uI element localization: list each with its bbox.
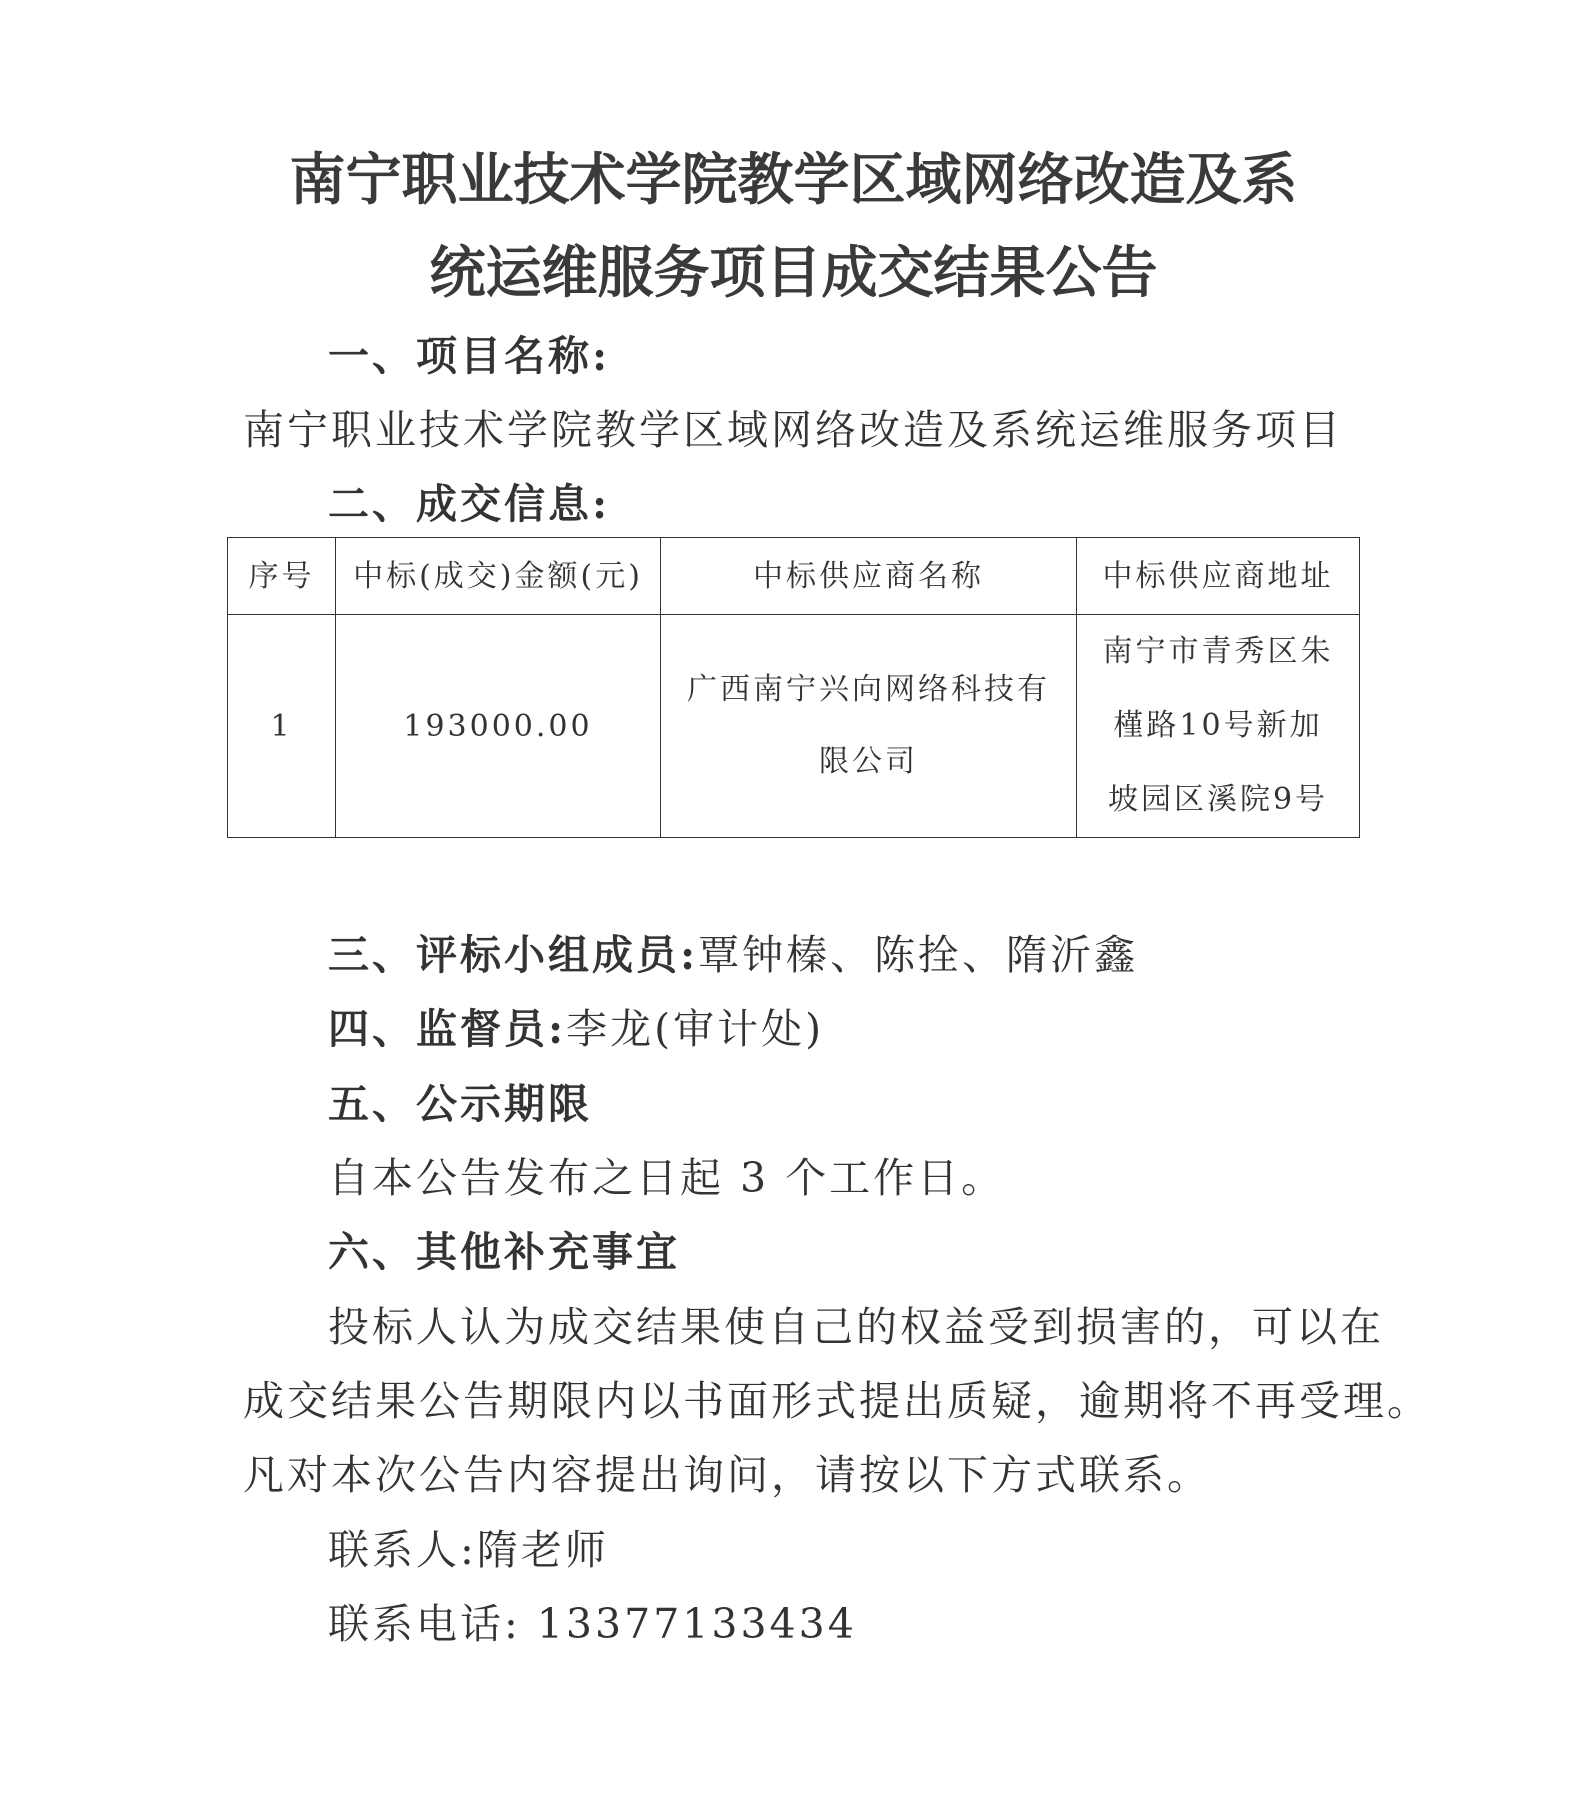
section-heading-project-name: 一、项目名称: <box>328 332 611 380</box>
cell-index: 1 <box>228 615 336 838</box>
deal-info-table <box>227 537 1360 838</box>
section-heading-publicity-period: 五、公示期限 <box>328 1080 592 1128</box>
contact-person: 联系人:隋老师 <box>328 1526 609 1574</box>
header-cell-supplier-name: 中标供应商名称 <box>661 538 1077 615</box>
cell-amount: 193000.00 <box>336 615 661 838</box>
header-cell-supplier-address: 中标供应商地址 <box>1077 538 1360 615</box>
document-title-line-1: 南宁职业技术学院教学区域网络改造及系 <box>289 147 1298 213</box>
other-matters-paragraph-line-1: 投标人认为成交结果使自己的权益受到损害的，可以在 <box>328 1303 1384 1351</box>
evaluation-committee-members: 覃钟榛、陈拴、隋沂鑫 <box>698 931 1139 979</box>
section-heading-deal-info: 二、成交信息: <box>328 480 611 528</box>
header-cell-index: 序号 <box>228 538 336 615</box>
cell-supplier-address-wrap <box>1077 615 1360 838</box>
header-cell-amount: 中标(成交)金额(元) <box>336 538 661 615</box>
other-matters-paragraph-line-3: 凡对本次公告内容提出询问，请按以下方式联系。 <box>243 1451 1211 1499</box>
section-supervisor <box>328 1005 825 1053</box>
cell-supplier-address: 南宁市青秀区朱槿路10号新加坡园区溪院9号 <box>1102 634 1334 817</box>
section-heading-other-matters: 六、其他补充事宜 <box>328 1228 680 1276</box>
table-header-row <box>228 538 1360 615</box>
cell-supplier-name-wrap <box>661 615 1077 838</box>
publicity-period-text: 自本公告发布之日起 3 个工作日。 <box>328 1154 1006 1202</box>
section-heading-evaluation-committee: 三、评标小组成员: <box>328 931 699 979</box>
other-matters-paragraph-line-2: 成交结果公告期限内以书面形式提出质疑，逾期将不再受理。 <box>243 1377 1431 1425</box>
table-row <box>228 615 1360 838</box>
project-name-text: 南宁职业技术学院教学区域网络改造及系统运维服务项目 <box>243 406 1343 454</box>
document-title-line-2: 统运维服务项目成交结果公告 <box>429 240 1158 306</box>
contact-phone: 联系电话: 13377133434 <box>328 1600 857 1648</box>
cell-supplier-name: 广西南宁兴向网络科技有限公司 <box>687 672 1050 779</box>
supervisor-name: 李龙(审计处) <box>566 1005 825 1053</box>
section-heading-supervisor: 四、监督员: <box>328 1005 567 1053</box>
section-evaluation-committee <box>328 931 1139 979</box>
